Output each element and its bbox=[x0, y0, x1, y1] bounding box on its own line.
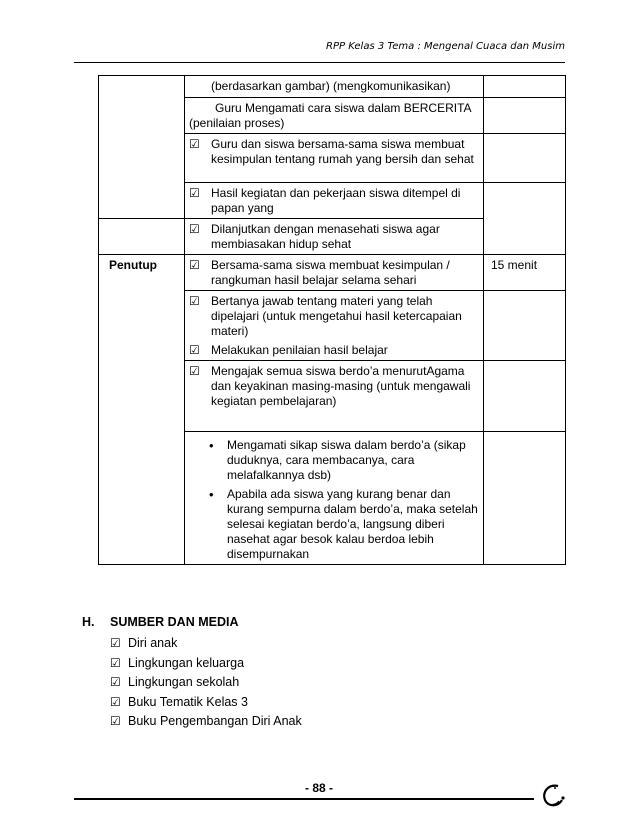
lesson-plan-table bbox=[98, 75, 566, 565]
section-title: SUMBER DAN MEDIA bbox=[110, 615, 239, 629]
checkbox-icon: ☑ bbox=[189, 186, 200, 200]
activity-cell bbox=[185, 432, 484, 565]
sources-section bbox=[82, 615, 302, 732]
list-item bbox=[110, 712, 302, 732]
activity-text: Dilanjutkan dengan menasehati siswa agar membiasakan hidup sehat bbox=[211, 222, 440, 251]
checkbox-icon: ☑ bbox=[110, 655, 121, 670]
running-header: RPP Kelas 3 Tema : Mengenal Cuaca dan Musim bbox=[326, 41, 565, 52]
footer-rule bbox=[74, 798, 534, 800]
time-cell bbox=[484, 134, 566, 183]
activity-text: Hasil kegiatan dan pekerjaan siswa ditempel di papan yang bbox=[211, 186, 461, 215]
activity-cell bbox=[185, 255, 484, 291]
time-cell bbox=[484, 98, 566, 134]
stage-cell-empty bbox=[99, 76, 185, 219]
checkbox-icon: ☑ bbox=[110, 694, 121, 709]
list-item bbox=[110, 654, 302, 674]
list-item-text: Lingkungan sekolah bbox=[128, 675, 240, 689]
activity-text: Mengajak semua siswa berdo’a menurutAgama dan keyakinan masing-masing (untuk mengawali kegiatan pembelajaran) bbox=[211, 364, 471, 408]
activity-cell bbox=[185, 291, 484, 361]
activity-cell bbox=[185, 134, 484, 183]
activity-text: Mengamati sikap siswa dalam berdo’a (sikap duduknya, cara membacanya, cara melafalkannya dsb) bbox=[227, 438, 466, 482]
stage-cell bbox=[99, 255, 185, 565]
sources-list bbox=[82, 634, 302, 732]
time-cell bbox=[484, 432, 566, 565]
table-row bbox=[99, 76, 566, 98]
time-cell bbox=[484, 76, 566, 98]
activity-text: Guru dan siswa bersama-sama siswa membuat kesimpulan tentang rumah yang bersih dan sehat bbox=[211, 137, 474, 166]
activity-cell bbox=[185, 76, 484, 98]
checkbox-icon: ☑ bbox=[110, 675, 121, 689]
duration-text: 15 menit bbox=[491, 258, 538, 272]
activity-cell bbox=[185, 361, 484, 432]
stage-label: Penutup bbox=[109, 258, 157, 272]
activity-text: (berdasarkan gambar) (mengkomunikasikan) bbox=[211, 79, 451, 93]
checkbox-icon: ☑ bbox=[189, 258, 200, 272]
checkbox-icon: ☑ bbox=[189, 222, 200, 236]
checkbox-icon: ☑ bbox=[110, 636, 121, 650]
checkbox-icon: ☑ bbox=[189, 364, 200, 378]
activity-text: Bertanya jawab tentang materi yang telah dipelajari (untuk mengetahui hasil ketercapaian materi) bbox=[211, 294, 462, 338]
table-row bbox=[99, 255, 566, 291]
activity-text: Guru Mengamati cara siswa dalam BERCERITA bbox=[215, 101, 472, 115]
stage-cell-empty bbox=[99, 219, 185, 255]
page-number: - 88 - bbox=[304, 781, 333, 795]
time-cell bbox=[484, 183, 566, 255]
list-item-text: Diri anak bbox=[128, 636, 178, 650]
activity-text: (penilaian proses) bbox=[189, 116, 285, 130]
time-cell bbox=[484, 255, 566, 291]
checkbox-icon: ☑ bbox=[110, 714, 121, 728]
section-letter: H. bbox=[82, 615, 95, 629]
time-cell bbox=[484, 361, 566, 432]
activity-text: Bersama-sama siswa membuat kesimpulan / rangkuman hasil belajar selama sehari bbox=[211, 258, 450, 287]
checkbox-icon: ☑ bbox=[189, 294, 200, 308]
activity-cell bbox=[185, 219, 484, 255]
activity-text: Apabila ada siswa yang kurang benar dan kurang sempurna dalam berdo’a, maka setelah selesai kegiatan berdo’a, langsung diberi nasehat agar besok kalau berdoa lebih disempurnakan bbox=[227, 487, 478, 561]
list-item bbox=[110, 634, 302, 654]
list-item bbox=[110, 673, 302, 693]
checkbox-icon: ☑ bbox=[189, 137, 200, 151]
activity-cell bbox=[185, 183, 484, 219]
header-rule bbox=[74, 62, 565, 63]
list-item bbox=[110, 693, 302, 713]
list-item-text: Lingkungan keluarga bbox=[128, 655, 245, 670]
list-item-text: Buku Tematik Kelas 3 bbox=[128, 694, 248, 709]
bullet-icon: • bbox=[209, 438, 214, 453]
swirl-logo-icon bbox=[538, 780, 568, 810]
time-cell bbox=[484, 291, 566, 361]
list-item-text: Buku Pengembangan Diri Anak bbox=[128, 714, 302, 728]
checkbox-icon: ☑ bbox=[189, 343, 200, 357]
bullet-icon: • bbox=[209, 487, 214, 502]
activity-cell bbox=[185, 98, 484, 134]
activity-text: Melakukan penilaian hasil belajar bbox=[211, 343, 388, 357]
